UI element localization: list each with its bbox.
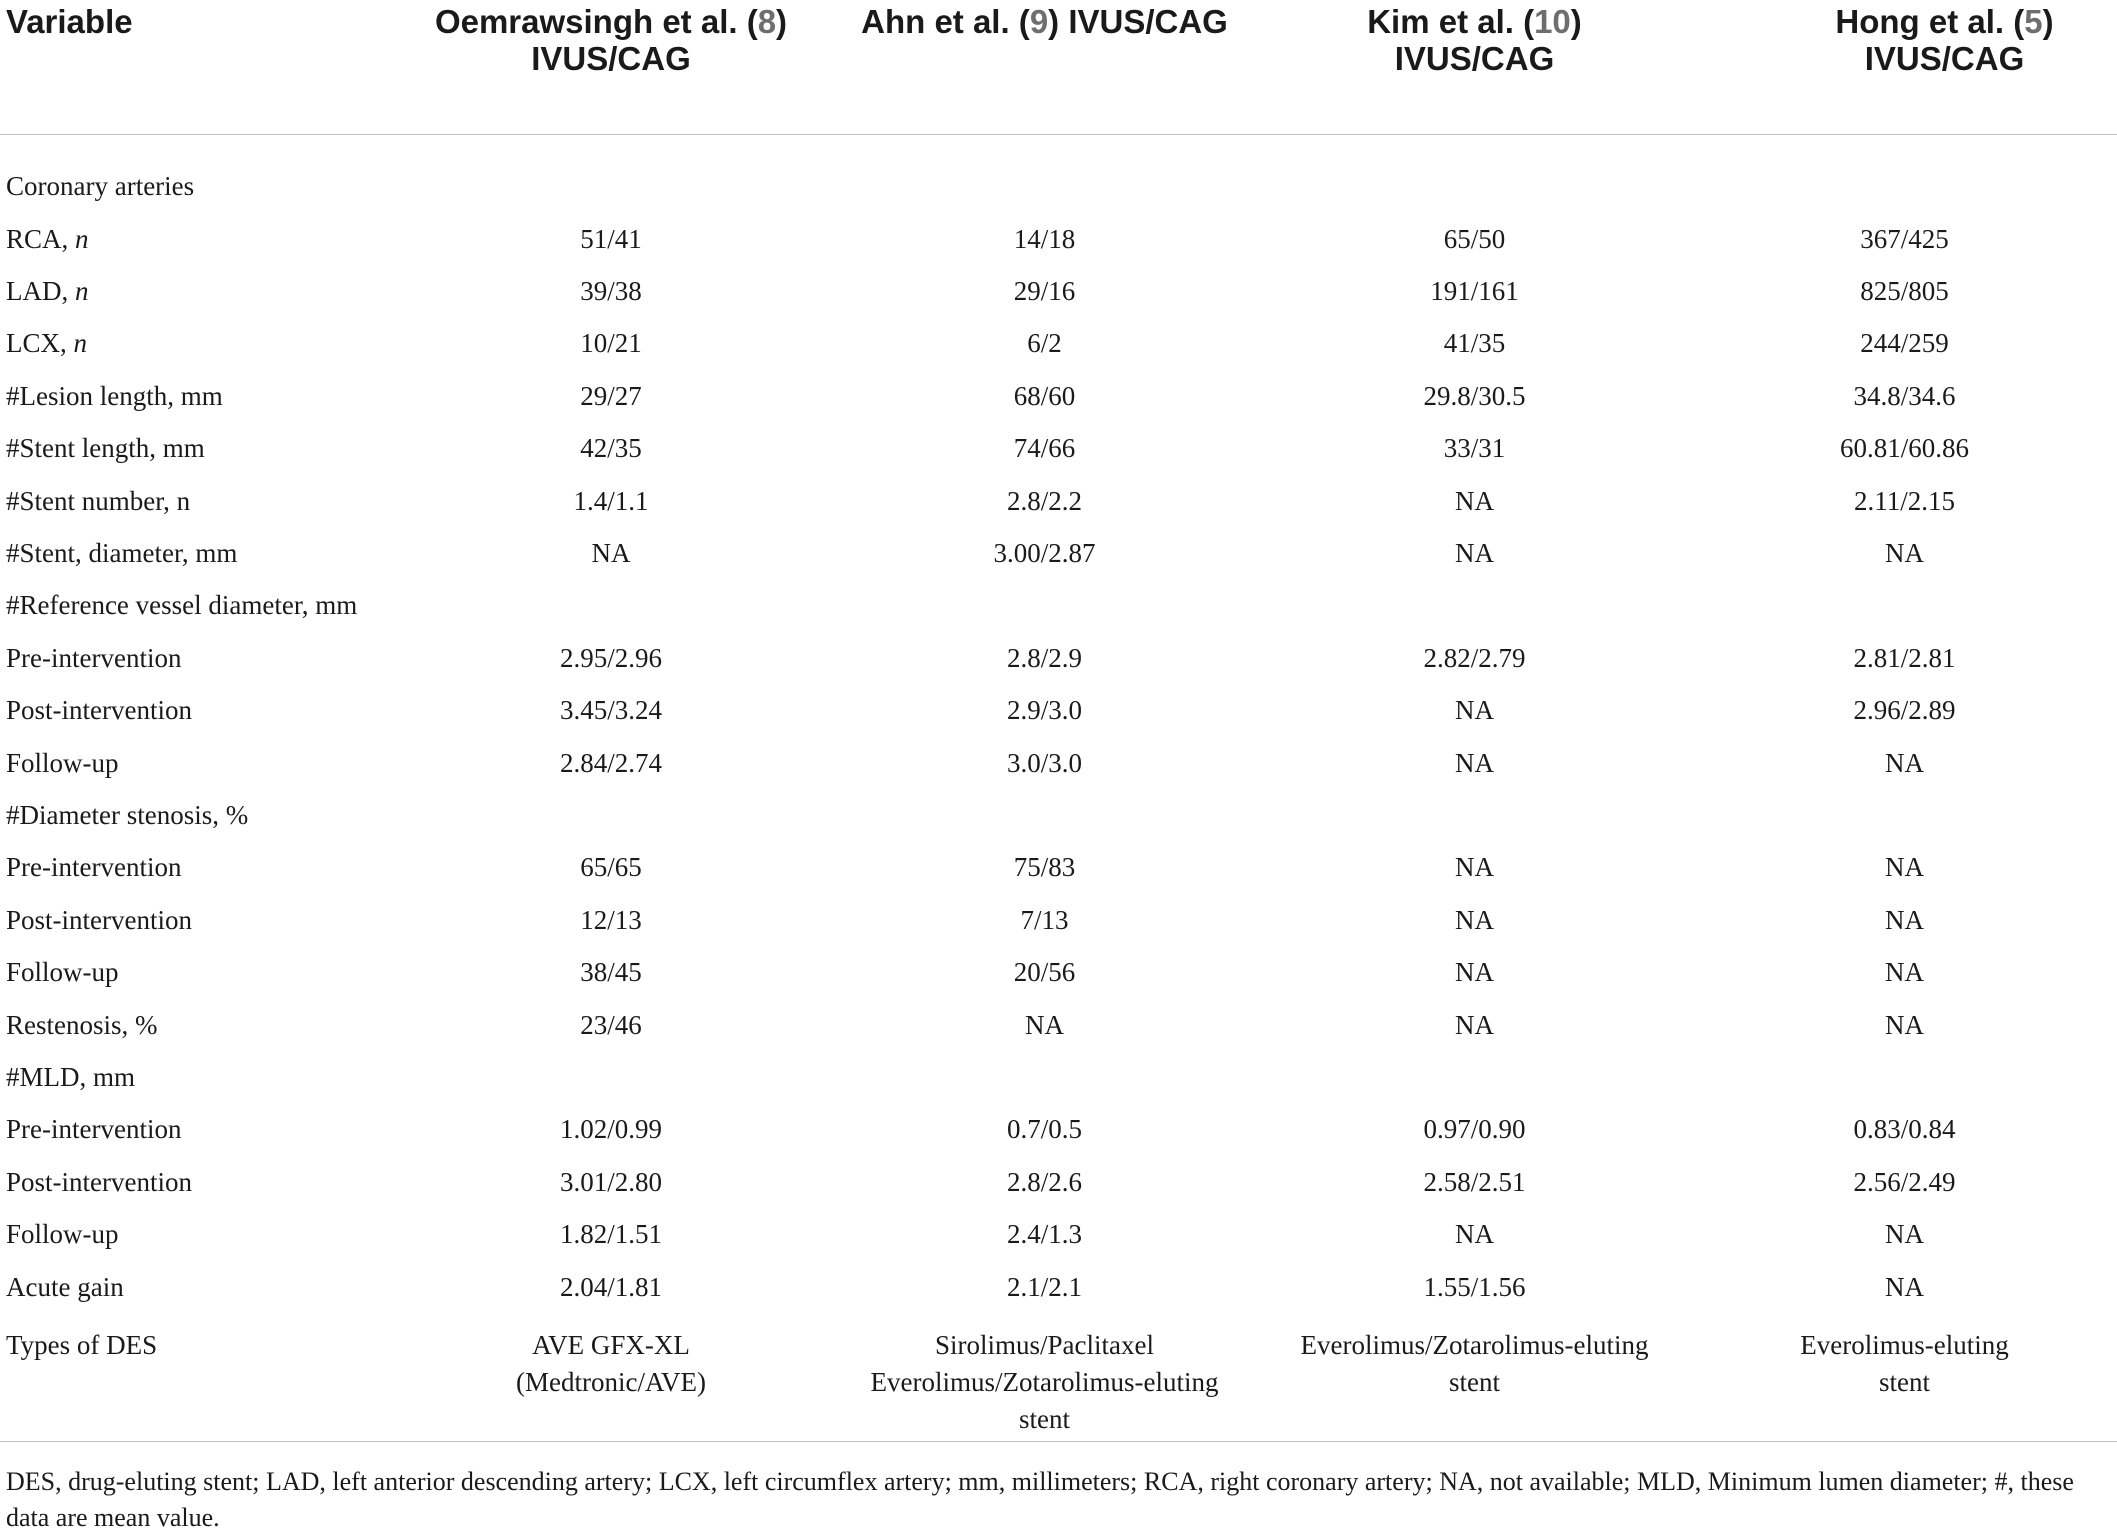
row-label-text: Follow-up	[6, 957, 119, 988]
table-row	[0, 318, 2117, 370]
table-cell: 2.8/2.9	[1006, 642, 1082, 673]
table-cell: 68/60	[1013, 380, 1076, 411]
row-label-text: Post-intervention	[6, 1166, 192, 1197]
table-cell	[1257, 580, 1692, 632]
table-cell: 3.00/2.87	[993, 538, 1096, 569]
row-label-text: Follow-up	[6, 1219, 119, 1250]
table-cell: 7/13	[1020, 904, 1069, 935]
table-cell: 10/21	[580, 328, 642, 359]
table-cell: NA	[1885, 1009, 1924, 1040]
table-cell: 2.82/2.79	[1423, 642, 1526, 673]
table-cell: 51/41	[580, 223, 642, 254]
table-cell: 0.83/0.84	[1853, 1114, 1956, 1145]
table-cell: 1.55/1.56	[1423, 1271, 1526, 1302]
table-cell	[390, 134, 832, 213]
table-cell: 29/27	[580, 380, 642, 411]
table-row	[0, 265, 2117, 317]
header-text: Ahn et al. (	[861, 3, 1030, 40]
table-cell: 1.02/0.99	[559, 1114, 662, 1145]
row-label-text: #Stent, diameter, mm	[6, 538, 238, 569]
table-row	[0, 370, 2117, 422]
table-cell	[390, 1313, 832, 1441]
cell-line: Everolimus-eluting	[1800, 1330, 2009, 1361]
row-label-italic: n	[75, 223, 89, 254]
table-row	[0, 789, 2117, 841]
table-cell	[1257, 1051, 1692, 1103]
row-label-text: RCA,	[6, 223, 76, 254]
header-study-hong	[1692, 0, 2117, 134]
table-cell	[832, 1313, 1257, 1441]
row-label	[0, 134, 390, 213]
table-cell: NA	[1885, 1219, 1924, 1250]
table-row	[0, 999, 2117, 1051]
table-cell: 367/425	[1860, 223, 1949, 254]
table-cell: 244/259	[1860, 328, 1949, 359]
row-label	[0, 1261, 390, 1313]
table-cell: NA	[1885, 747, 1924, 778]
table-cell: 3.01/2.80	[559, 1166, 662, 1197]
table-row	[0, 842, 2117, 894]
table-cell: 2.81/2.81	[1853, 642, 1956, 673]
cell-line: stent	[1879, 1367, 1930, 1398]
table-row	[0, 475, 2117, 527]
table-cell: NA	[1455, 485, 1494, 516]
table-cell: 6/2	[1027, 328, 1062, 359]
table-cell	[390, 789, 832, 841]
table-cell: NA	[591, 538, 631, 569]
table-cell	[390, 1051, 832, 1103]
row-label-italic: n	[75, 276, 89, 307]
table-cell	[1692, 580, 2117, 632]
table-cell: 34.8/34.6	[1853, 380, 1956, 411]
reference-link[interactable]: 10	[1534, 3, 1571, 40]
row-label-text: Post-intervention	[6, 695, 192, 726]
header-text: ) IVUS/CAG	[1048, 3, 1228, 40]
table-cell: NA	[1885, 904, 1924, 935]
table-cell: 39/38	[580, 276, 642, 307]
row-label: Types of DES	[0, 1313, 390, 1441]
table-row	[0, 213, 2117, 265]
table-cell: NA	[1455, 1219, 1494, 1250]
row-label	[0, 423, 390, 475]
row-label-text: LAD,	[6, 276, 75, 307]
row-label	[0, 213, 390, 265]
header-text: Kim et al. (	[1367, 3, 1535, 40]
row-label-text: Pre-intervention	[6, 1114, 182, 1145]
table-cell: NA	[1885, 852, 1924, 883]
row-label	[0, 789, 390, 841]
row-label	[0, 894, 390, 946]
table-cell: NA	[1455, 747, 1494, 778]
table-cell	[1692, 1313, 2117, 1441]
header-text: ) IVUS/CAG	[1864, 3, 2054, 77]
reference-link[interactable]: 5	[2024, 3, 2043, 40]
table-cell: 41/35	[1443, 328, 1506, 359]
row-label-text: #Stent length, mm	[6, 433, 205, 464]
table-cell: 191/161	[1430, 276, 1519, 307]
table-cell: NA	[1455, 852, 1494, 883]
table-row-types-of-des	[0, 1313, 2117, 1441]
table-footnote: DES, drug-eluting stent; LAD, left anterior descending artery; LCX, left circumflex artery; mm, millimeters; RCA, right coronary artery; NA, not available; MLD, Minimum lumen diameter; #, these data are mean value.	[6, 1467, 2074, 1532]
header-text: ) IVUS/CAG	[1394, 3, 1582, 77]
table-cell: 1.4/1.1	[573, 485, 649, 516]
row-label-italic: n	[73, 328, 87, 359]
row-label-text: Pre-intervention	[6, 642, 182, 673]
table-cell: 2.9/3.0	[1006, 695, 1082, 726]
row-label	[0, 842, 390, 894]
table-cell: 74/66	[1013, 433, 1076, 464]
row-label	[0, 1104, 390, 1156]
cell-line: AVE GFX-XL	[532, 1330, 690, 1361]
table-cell	[1257, 134, 1692, 213]
table-cell	[832, 580, 1257, 632]
table-cell: 29.8/30.5	[1423, 380, 1526, 411]
row-label	[0, 685, 390, 737]
row-label	[0, 737, 390, 789]
table-cell: 14/18	[1013, 223, 1076, 254]
header-study-ahn	[832, 0, 1257, 134]
table-cell: 60.81/60.86	[1839, 433, 1969, 464]
table-body	[0, 134, 2117, 1441]
table-cell	[1692, 134, 2117, 213]
table-row	[0, 946, 2117, 998]
table-cell	[1692, 1051, 2117, 1103]
table-row	[0, 632, 2117, 684]
row-label	[0, 580, 390, 632]
row-label-text: Restenosis, %	[6, 1009, 158, 1040]
header-study-kim	[1257, 0, 1692, 134]
table-cell: 38/45	[580, 957, 642, 988]
row-label-text: Follow-up	[6, 747, 119, 778]
row-label-text: Acute gain	[6, 1271, 124, 1302]
table-cell: NA	[1455, 538, 1494, 569]
header-text: ) IVUS/CAG	[531, 3, 788, 77]
row-label	[0, 999, 390, 1051]
table-cell: 65/65	[580, 852, 642, 883]
cell-line: stent	[1019, 1404, 1070, 1435]
table-cell: NA	[1885, 957, 1924, 988]
row-label	[0, 318, 390, 370]
table-row	[0, 894, 2117, 946]
row-label-text: #Diameter stenosis, %	[6, 799, 249, 830]
table-cell: NA	[1455, 904, 1494, 935]
table-cell: 29/16	[1013, 276, 1076, 307]
row-label	[0, 1208, 390, 1260]
table-header	[0, 0, 2117, 134]
row-label	[0, 475, 390, 527]
row-label-text: Coronary arteries	[6, 171, 195, 202]
table-cell: 3.45/3.24	[559, 695, 662, 726]
row-label-text: #Stent number, n	[6, 485, 191, 516]
row-label	[0, 527, 390, 579]
cell-line: Everolimus/Zotarolimus-eluting	[1300, 1330, 1649, 1361]
cell-line: Everolimus/Zotarolimus-eluting	[870, 1367, 1219, 1398]
row-label	[0, 946, 390, 998]
table-cell: 2.04/1.81	[559, 1271, 662, 1302]
table-cell	[832, 134, 1257, 213]
row-label-text: #Lesion length, mm	[6, 380, 223, 411]
table-cell	[1692, 789, 2117, 841]
table-cell: 2.56/2.49	[1853, 1166, 1956, 1197]
table-cell: 0.7/0.5	[1006, 1114, 1082, 1145]
table-cell: 2.4/1.3	[1006, 1219, 1082, 1250]
table-cell: NA	[1885, 538, 1924, 569]
header-text: Hong et al. (	[1835, 3, 2025, 40]
table-cell	[832, 1051, 1257, 1103]
table-cell: 2.95/2.96	[559, 642, 662, 673]
table-cell: NA	[1025, 1009, 1064, 1040]
table-cell: 2.8/2.6	[1006, 1166, 1082, 1197]
header-text: Oemrawsingh et al. (	[434, 3, 758, 40]
table-cell: 2.1/2.1	[1006, 1271, 1082, 1302]
table-row	[0, 527, 2117, 579]
row-label	[0, 265, 390, 317]
reference-link[interactable]: 8	[757, 3, 777, 40]
cell-line: Sirolimus/Paclitaxel	[935, 1330, 1154, 1361]
reference-link[interactable]: 9	[1029, 3, 1049, 40]
table-cell	[1257, 1313, 1692, 1441]
row-label-text: Post-intervention	[6, 904, 192, 935]
row-label-text: LCX,	[6, 328, 74, 359]
table-cell: 825/805	[1860, 276, 1949, 307]
table-cell	[832, 789, 1257, 841]
header-variable: Variable	[0, 0, 390, 134]
table-cell: 2.11/2.15	[1854, 485, 1955, 516]
table-row	[0, 580, 2117, 632]
table-cell: NA	[1455, 1009, 1494, 1040]
row-label	[0, 632, 390, 684]
table-cell: 2.96/2.89	[1853, 695, 1956, 726]
table-cell: 20/56	[1013, 957, 1076, 988]
table-cell: 42/35	[580, 433, 642, 464]
row-label	[0, 1051, 390, 1103]
row-label	[0, 1156, 390, 1208]
table-cell: 2.84/2.74	[559, 747, 662, 778]
table-cell: 0.97/0.90	[1423, 1114, 1526, 1145]
cell-line: stent	[1449, 1367, 1500, 1398]
table-cell	[390, 580, 832, 632]
table-row	[0, 423, 2117, 475]
table-row	[0, 737, 2117, 789]
cell-line: (Medtronic/AVE)	[516, 1367, 706, 1398]
row-label-text: Pre-intervention	[6, 852, 182, 883]
row-label-text: #MLD, mm	[6, 1061, 136, 1092]
table-cell: NA	[1455, 957, 1494, 988]
table-row	[0, 1104, 2117, 1156]
table-cell: 2.8/2.2	[1006, 485, 1082, 516]
table-row	[0, 1261, 2117, 1313]
table-row	[0, 1156, 2117, 1208]
header-study-oemrawsingh	[390, 0, 832, 134]
header-row	[0, 0, 2117, 134]
table-row	[0, 134, 2117, 213]
table-row	[0, 1051, 2117, 1103]
table-cell: 2.58/2.51	[1423, 1166, 1526, 1197]
table-row	[0, 685, 2117, 737]
table-cell: NA	[1455, 695, 1494, 726]
table-cell: 3.0/3.0	[1006, 747, 1082, 778]
table-cell	[1257, 789, 1692, 841]
table-cell: 75/83	[1013, 852, 1076, 883]
table-cell: 65/50	[1443, 223, 1506, 254]
table-cell: 12/13	[580, 904, 642, 935]
table-row	[0, 1208, 2117, 1260]
row-label-text: #Reference vessel diameter, mm	[6, 590, 358, 621]
table-cell: 1.82/1.51	[559, 1219, 662, 1250]
table-cell: NA	[1885, 1271, 1924, 1302]
table-cell: 33/31	[1443, 433, 1506, 464]
table-cell: 23/46	[580, 1009, 642, 1040]
row-label	[0, 370, 390, 422]
